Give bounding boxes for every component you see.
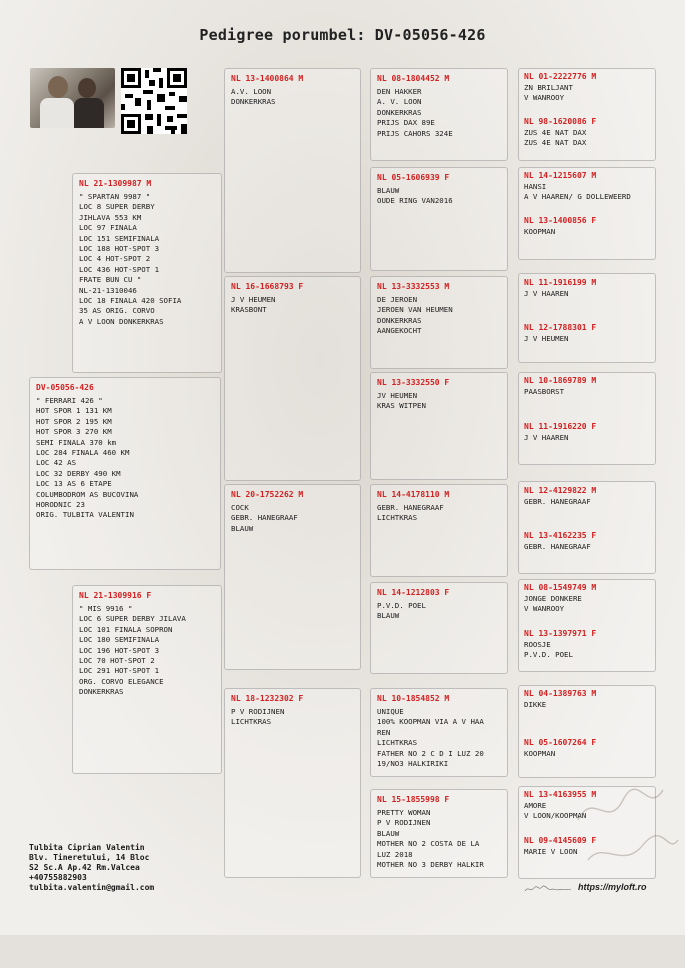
dam-card[interactable]	[72, 585, 222, 774]
owner-address-line2: S2 Sc.A Ap.42 Rm.Valcea	[29, 863, 140, 872]
ring-id: NL 04-1389763 M	[524, 689, 597, 698]
great-grandparent-card[interactable]	[370, 167, 508, 271]
pigeon-info: COCK GEBR. HANEGRAAF BLAUW	[231, 503, 298, 533]
pigeon-info: DE JEROEN JEROEN VAN HEUMEN DONKERKRAS AANGEKOCHT	[377, 295, 453, 336]
pigeon-info: P V RODIJNEN LICHTKRAS	[231, 707, 285, 727]
subject-ring-id: DV-05056-426	[36, 383, 94, 392]
ring-id: NL 16-1668793 F	[231, 282, 304, 291]
great-great-grandparent-card[interactable]	[524, 422, 656, 462]
owner-address-line1: Blv. Tineretului, 14 Bloc	[29, 853, 150, 862]
signature-image	[524, 885, 572, 893]
sire-card[interactable]	[72, 173, 222, 373]
great-grandparent-card[interactable]	[370, 582, 508, 674]
pigeon-info: J V HAAREN	[524, 433, 569, 442]
dam-info: " MIS 9916 " LOC 6 SUPER DERBY JILAVA LOC 101 FINALA SOPRON LOC 180 SEMIFINALA LOC 196 HOT-SPOT 3 LOC 70 HOT-SPOT 2 LOC 291 HOT-SPOT 1 ORG. CORVO ELEGANCE DONKERKRAS	[79, 604, 186, 697]
pigeon-info: GEBR. HANEGRAAF	[524, 497, 591, 506]
pigeon-info: J V HEUMEN KRASBONT	[231, 295, 276, 315]
website-link[interactable]: https://myloft.ro	[578, 882, 647, 892]
great-grandparent-card[interactable]	[370, 68, 508, 161]
pigeon-info: ROOSJE P.V.D. POEL	[524, 640, 573, 659]
pigeon-info: P.V.D. POEL BLAUW	[377, 601, 426, 621]
owner-name: Tulbita Ciprian Valentin	[29, 843, 145, 852]
owner-phone: +40755882903	[29, 873, 87, 882]
ring-id: NL 08-1804452 M	[377, 74, 450, 83]
ring-id: NL 05-1606939 F	[377, 173, 450, 182]
ring-id: NL 18-1232302 F	[231, 694, 304, 703]
pigeon-info: KOOPMAN	[524, 227, 556, 236]
ring-id: NL 12-1788301 F	[524, 323, 597, 332]
pigeon-info: J V HEUMEN	[524, 334, 569, 343]
pigeon-info: ZN BRILJANT V WANROOY	[524, 83, 573, 102]
ring-id: NL 20-1752262 M	[231, 490, 304, 499]
great-grandparent-card[interactable]	[370, 789, 508, 878]
ring-id: NL 09-4145609 F	[524, 836, 597, 845]
pigeon-info: JV HEUMEN KRAS WITPEN	[377, 391, 426, 411]
owner-photo	[30, 68, 115, 128]
ring-id: NL 11-1916199 M	[524, 278, 597, 287]
ring-id: NL 13-3332550 F	[377, 378, 450, 387]
ring-id: NL 15-1855998 F	[377, 795, 450, 804]
pigeon-info: PAASBORST	[524, 387, 565, 396]
pigeon-info: J V HAAREN	[524, 289, 569, 298]
pigeon-info: PRETTY WOMAN P V RODIJNEN BLAUW MOTHER NO 2 COSTA DE LA LUZ 2018 MOTHER NO 3 DERBY HALKIR	[377, 808, 484, 870]
great-great-grandparent-card[interactable]	[524, 278, 656, 318]
pigeon-info: HANSI A V HAAREN/ G DOLLEWEERD	[524, 182, 631, 201]
owner-email[interactable]: tulbita.valentin@gmail.com	[29, 883, 155, 892]
grandparent-card[interactable]	[224, 276, 361, 481]
page-title: Pedigree porumbel: DV-05056-426	[199, 26, 486, 44]
pigeon-info: BLAUW OUDE RING VAN2016	[377, 186, 453, 206]
ring-id: NL 13-4163955 M	[524, 790, 597, 799]
grandparent-card[interactable]	[224, 688, 361, 878]
subject-card[interactable]	[29, 377, 221, 570]
pigeon-info: AMORE V LOON/KOOPMAN	[524, 801, 587, 820]
pigeon-info: KOOPMAN	[524, 749, 556, 758]
pigeon-info: JONGE DONKERE V WANROOY	[524, 594, 582, 613]
great-grandparent-card[interactable]	[370, 688, 508, 777]
sire-ring-id: NL 21-1309987 M	[79, 179, 152, 188]
subject-info: " FERRARI 426 " HOT SPOR 1 131 KM HOT SPOR 2 195 KM HOT SPOR 3 270 KM SEMI FINALA 370 km LOC 284 FINALA 460 KM LOC 42 AS LOC 32 DERBY 490 KM LOC 13 AS 6 ETAPE COLUMBODROM AS BUCOVINA HORODNIC 23 ORIG. TULBITA VALENTIN	[36, 396, 139, 520]
great-great-grandparent-card[interactable]	[524, 72, 656, 110]
ring-id: NL 05-1607264 F	[524, 738, 597, 747]
ring-id: NL 10-1869789 M	[524, 376, 597, 385]
bottom-band	[0, 935, 685, 968]
great-great-grandparent-card[interactable]	[524, 689, 656, 729]
great-great-grandparent-card[interactable]	[524, 323, 656, 363]
great-great-grandparent-card[interactable]	[524, 171, 656, 211]
great-great-grandparent-card[interactable]	[524, 486, 656, 526]
signature-watermark	[568, 760, 683, 900]
ring-id: NL 14-4178110 M	[377, 490, 450, 499]
great-great-grandparent-card[interactable]	[524, 216, 656, 256]
pigeon-info: DIKKE	[524, 700, 547, 709]
pigeon-info: A.V. LOON DONKERKRAS	[231, 87, 276, 107]
great-great-grandparent-card[interactable]	[524, 531, 656, 571]
great-great-grandparent-card[interactable]	[524, 376, 656, 416]
sire-info: " SPARTAN 9987 " LOC 8 SUPER DERBY JIHLAVA 553 KM LOC 97 FINALA LOC 151 SEMIFINALA LOC 188 HOT-SPOT 3 LOC 4 HOT-SPOT 2 LOC 436 HOT-SPOT 1 FRATE BUN CU " NL-21-1310046 LOC 18 FINALA 420 SOFIA 35 AS ORIG. CORVO A V LOON DONKERKRAS	[79, 192, 182, 326]
pigeon-info: GEBR. HANEGRAAF	[524, 542, 591, 551]
great-great-grandparent-card[interactable]	[524, 117, 656, 157]
owner-contact	[29, 843, 229, 893]
ring-id: NL 10-1854852 M	[377, 694, 450, 703]
qr-code[interactable]	[121, 68, 187, 134]
ring-id: NL 98-1620086 F	[524, 117, 597, 126]
great-grandparent-card[interactable]	[370, 484, 508, 577]
ring-id: NL 14-1212803 F	[377, 588, 450, 597]
pigeon-info: DEN HAKKER A. V. LOON DONKERKRAS PRIJS DAX 89E PRIJS CAHORS 324E	[377, 87, 453, 138]
pigeon-info: UNIQUE 100% KOOPMAN VIA A V HAA REN LICHTKRAS FATHER NO 2 C D I LUZ 20 19/NO3 HALKIRIKI	[377, 707, 484, 769]
great-grandparent-card[interactable]	[370, 276, 508, 369]
great-great-grandparent-card[interactable]	[524, 583, 656, 623]
ring-id: NL 13-3332553 M	[377, 282, 450, 291]
ring-id: NL 13-4162235 F	[524, 531, 597, 540]
great-great-grandparent-card[interactable]	[524, 629, 656, 669]
grandparent-card[interactable]	[224, 484, 361, 670]
ring-id: NL 08-1549749 M	[524, 583, 597, 592]
ring-id: NL 13-1400864 M	[231, 74, 304, 83]
ring-id: NL 14-1215607 M	[524, 171, 597, 180]
ring-id: NL 13-1397971 F	[524, 629, 597, 638]
pigeon-info: MARIE V LOON	[524, 847, 578, 856]
pigeon-info: ZUS 4E NAT DAX ZUS 4E NAT DAX	[524, 128, 587, 147]
ring-id: NL 13-1400856 F	[524, 216, 597, 225]
dam-ring-id: NL 21-1309916 F	[79, 591, 152, 600]
great-grandparent-card[interactable]	[370, 372, 508, 480]
ring-id: NL 01-2222776 M	[524, 72, 597, 81]
ring-id: NL 12-4129822 M	[524, 486, 597, 495]
pigeon-info: GEBR. HANEGRAAF LICHTKRAS	[377, 503, 444, 523]
ring-id: NL 11-1916220 F	[524, 422, 597, 431]
grandparent-card[interactable]	[224, 68, 361, 273]
